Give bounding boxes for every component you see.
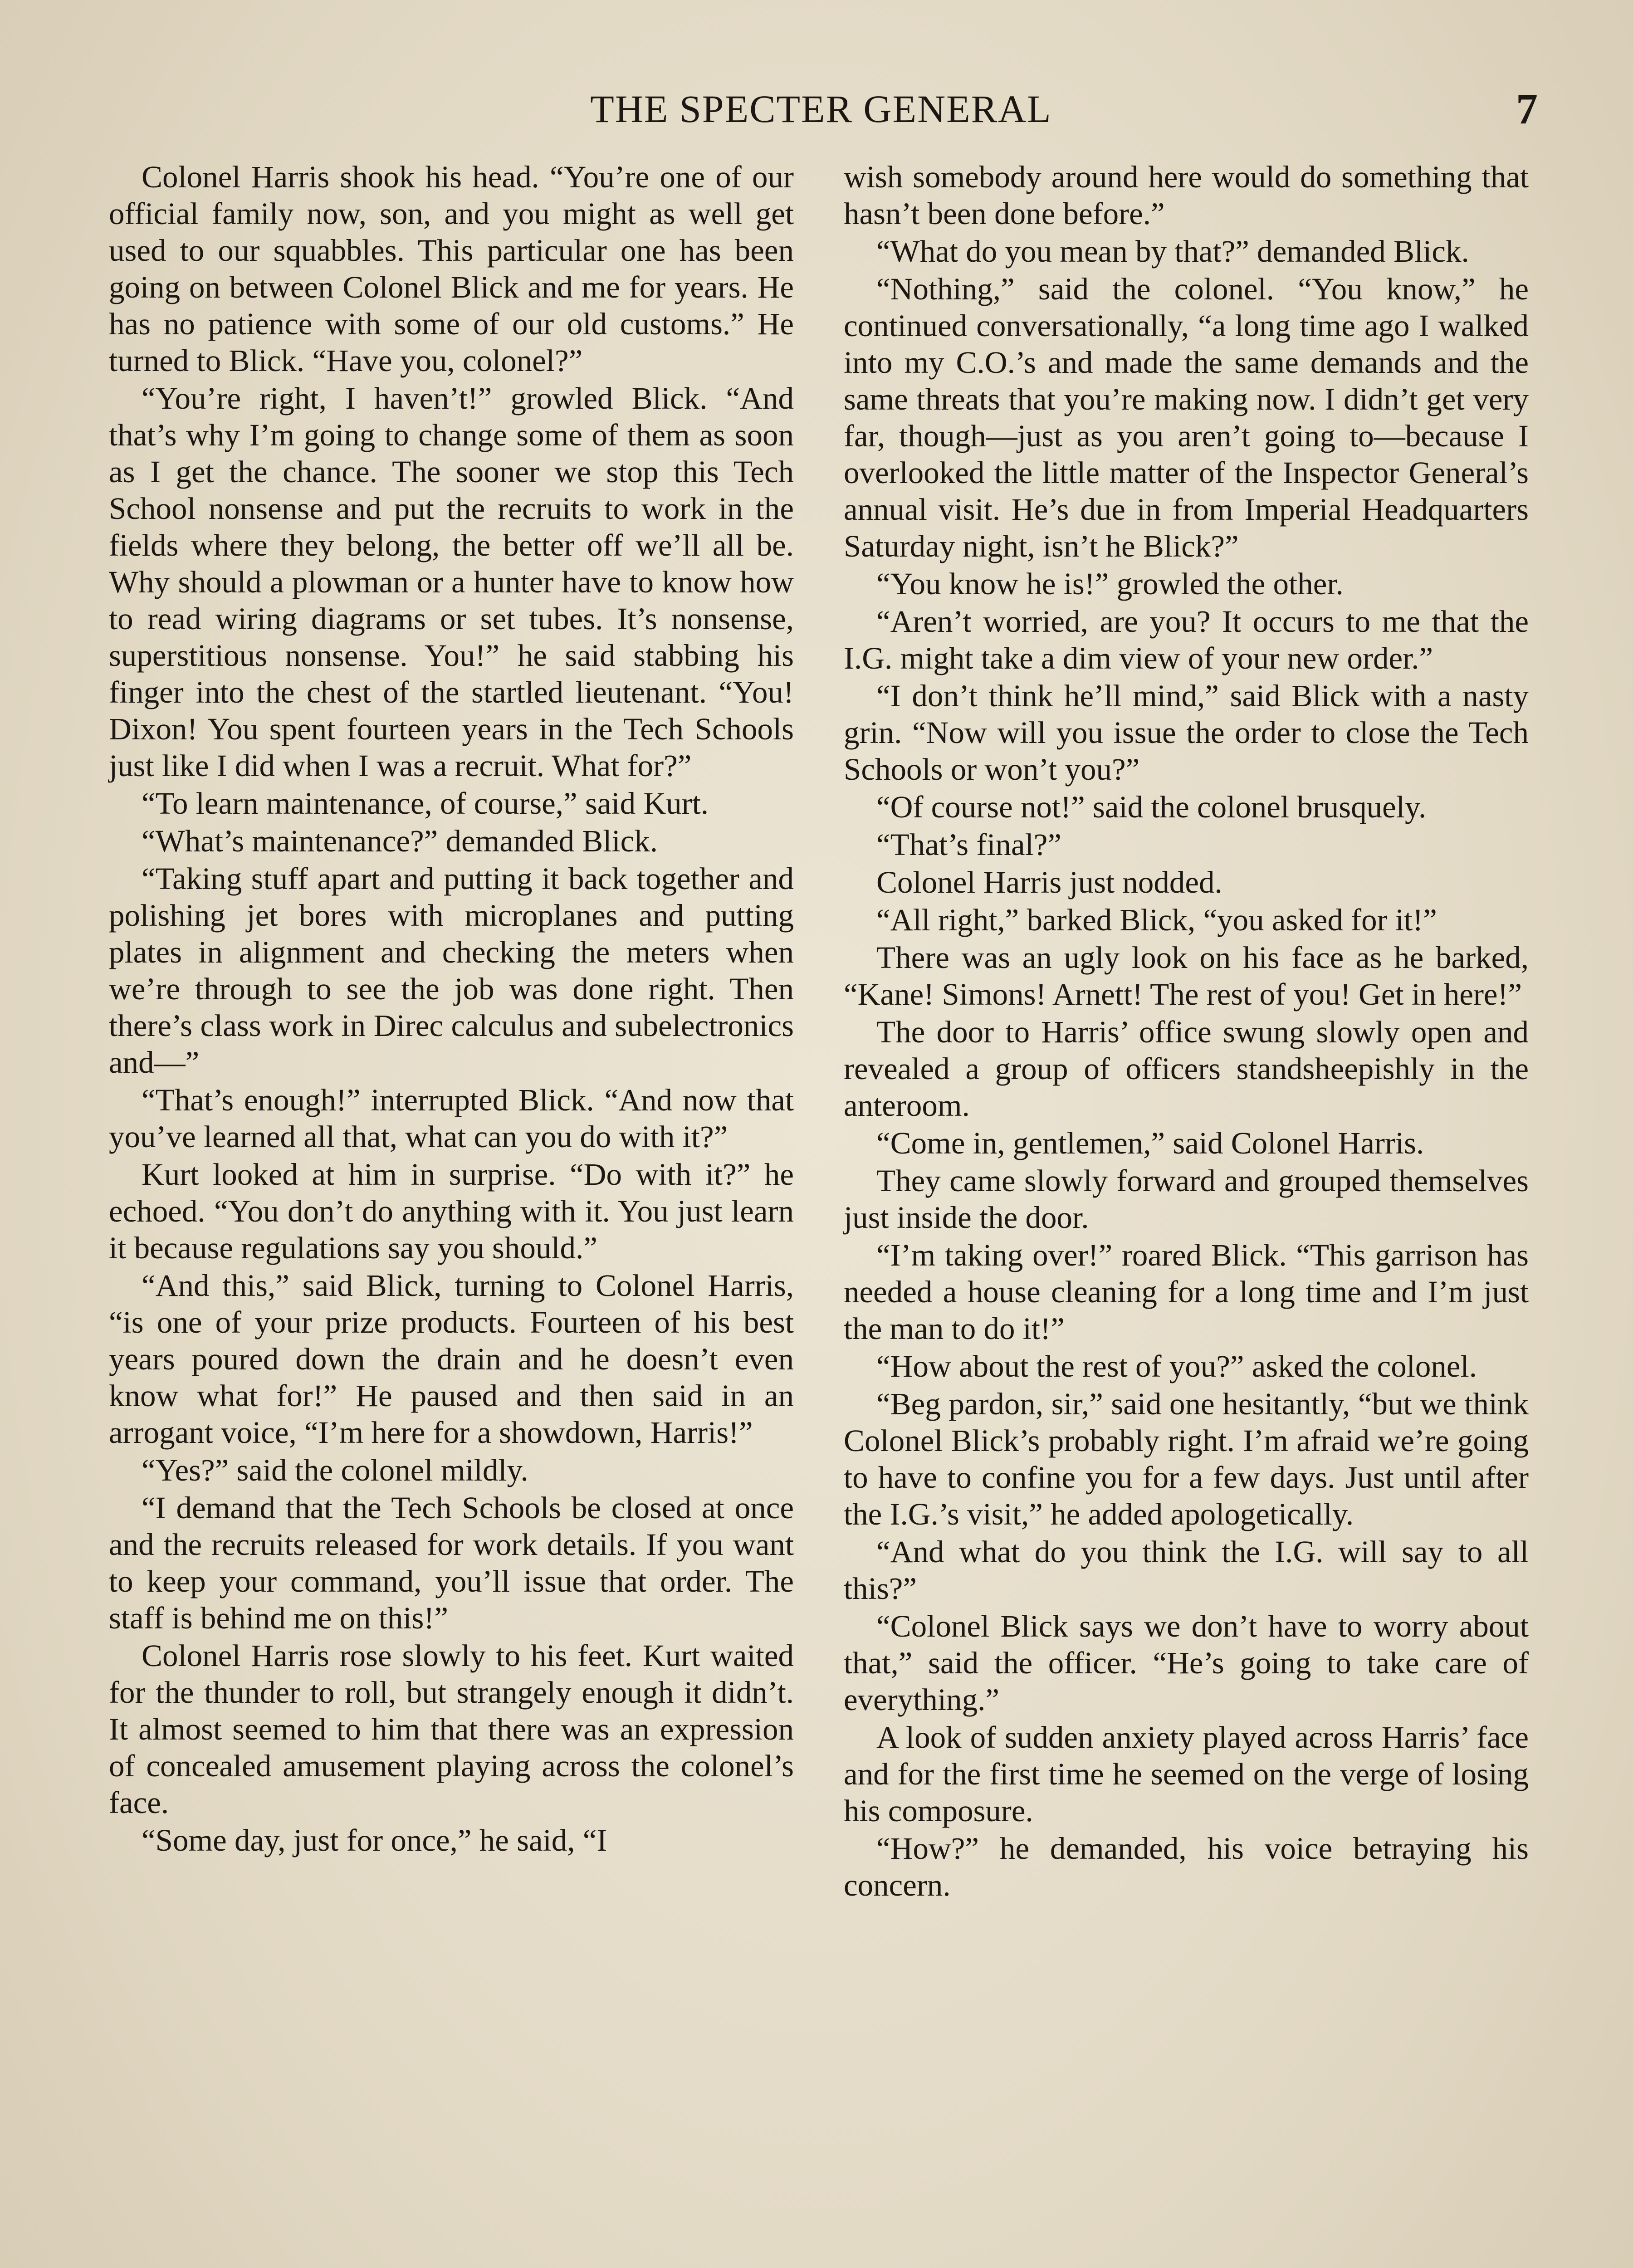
paragraph: They came slowly forward and grouped themselves just inside the door. bbox=[844, 1163, 1529, 1235]
paragraph: “Colonel Blick says we don’t have to worry about that,” said the officer. “He’s going to take care of everything.” bbox=[844, 1609, 1529, 1717]
paragraph: A look of sudden anxiety played across Harris’ face and for the first time he seemed on the verge of losing his composure. bbox=[844, 1720, 1529, 1828]
paragraph: “Some day, just for once,” he said, “I bbox=[142, 1823, 607, 1857]
paragraph: Colonel Harris just nodded. bbox=[876, 865, 1222, 899]
paragraph: “What’s maintenance?” demanded Blick. bbox=[142, 824, 658, 858]
paragraph: Colonel Harris rose slowly to his feet. Kurt waited for the thunder to roll, but strangely enough it didn’t. It almost seemed to him that there was an expression of concealed amusement playing across the colonel’s face. bbox=[109, 1638, 794, 1820]
paragraph: “To learn maintenance, of course,” said Kurt. bbox=[142, 786, 709, 821]
right-column bbox=[844, 159, 1529, 1904]
paragraph: “And this,” said Blick, turning to Colonel Harris, “is one of your prize products. Fourteen of his best years poured down the drain and he doesn’t even know what for!” He paused and then said in an arrogant voice, “I’m here for a showdown, Harris!” bbox=[109, 1268, 794, 1450]
paragraph: “I’m taking over!” roared Blick. “This garrison has needed a house cleaning for a long time and I’m just the man to do it!” bbox=[844, 1238, 1529, 1346]
paragraph: “What do you mean by that?” demanded Blick. bbox=[876, 234, 1469, 269]
paragraph: “You know he is!” growled the other. bbox=[876, 567, 1344, 601]
paragraph: The door to Harris’ office swung slowly open and revealed a group of officers standsheepishly in the anteroom. bbox=[844, 1015, 1529, 1123]
paragraph: “Yes?” said the colonel mildly. bbox=[142, 1453, 528, 1487]
paragraph: “That’s final?” bbox=[876, 827, 1062, 862]
paragraph: “I demand that the Tech Schools be closed at once and the recruits released for work details. If you want to keep your command, you’ll issue that order. The staff is behind me on this!” bbox=[109, 1491, 794, 1635]
paragraph: “All right,” barked Blick, “you asked for it!” bbox=[876, 903, 1437, 937]
paragraph: “I don’t think he’ll mind,” said Blick with a nasty grin. “Now will you issue the order to close the Tech Schools or won’t you?” bbox=[844, 679, 1529, 787]
paragraph: “That’s enough!” interrupted Blick. “And now that you’ve learned all that, what can you do with it?” bbox=[109, 1083, 794, 1154]
paragraph-continued: wish somebody around here would do something that hasn’t been done before.” bbox=[844, 160, 1529, 231]
paragraph: Colonel Harris shook his head. “You’re one of our official family now, son, and you might as well get used to our squabbles. This particular one has been going on between Colonel Blick and me for years. He has no patience with some of our old customs.” He turned to Blick. “Have you, colonel?” bbox=[109, 160, 794, 378]
page-header bbox=[104, 86, 1538, 141]
paragraph: “Come in, gentlemen,” said Colonel Harris. bbox=[876, 1126, 1424, 1160]
paragraph: There was an ugly look on his face as he barked, “Kane! Simons! Arnett! The rest of you! Get in here!” bbox=[844, 940, 1529, 1012]
paragraph: “Beg pardon, sir,” said one hesitantly, “but we think Colonel Blick’s probably right. I’m afraid we’re going to have to confine you for a few days. Just until after the I.G.’s visit,” he added apologetically. bbox=[844, 1387, 1529, 1531]
paragraph: “Nothing,” said the colonel. “You know,” he continued conversationally, “a long time ago I walked into my C.O.’s and made the same demands and the same threats that you’re making now. I didn’t get very far, though—just as you aren’t going to—because I overlooked the little matter of the Inspector General’s annual visit. He’s due in from Imperial Headquarters Saturday night, isn’t he Blick?” bbox=[844, 272, 1529, 563]
paragraph: “And what do you think the I.G. will say to all this?” bbox=[844, 1535, 1529, 1606]
paragraph: “Taking stuff apart and putting it back together and polishing jet bores with microplanes and putting plates in alignment and checking the meters when we’re through to see the job was done right. Then there’s class work in Direc calculus and subelectronics and—” bbox=[109, 861, 794, 1080]
running-title: THE SPECTER GENERAL bbox=[590, 87, 1052, 131]
page-number: 7 bbox=[1516, 84, 1538, 133]
paragraph: Kurt looked at him in surprise. “Do with it?” he echoed. “You don’t do anything with it. You just learn it because regulations say you should.” bbox=[109, 1157, 794, 1265]
left-column bbox=[109, 159, 794, 1859]
paragraph: “How?” he demanded, his voice betraying his concern. bbox=[844, 1831, 1529, 1902]
paragraph: “You’re right, I haven’t!” growled Blick. “And that’s why I’m going to change some of them as soon as I get the chance. The sooner we stop this Tech School nonsense and put the recruits to work in the fields where they belong, the better off we’ll all be. Why should a plowman or a hunter have to know how to read wiring diagrams or set tubes. It’s nonsense, superstitious nonsense. You!” he said stabbing his finger into the chest of the startled lieutenant. “You! Dixon! You spent fourteen years in the Tech Schools just like I did when I was a recruit. What for?” bbox=[109, 381, 794, 783]
paragraph: “How about the rest of you?” asked the colonel. bbox=[876, 1349, 1477, 1383]
paragraph: “Aren’t worried, are you? It occurs to me that the I.G. might take a dim view of your new order.” bbox=[844, 604, 1529, 675]
paragraph: “Of course not!” said the colonel brusquely. bbox=[876, 790, 1427, 824]
